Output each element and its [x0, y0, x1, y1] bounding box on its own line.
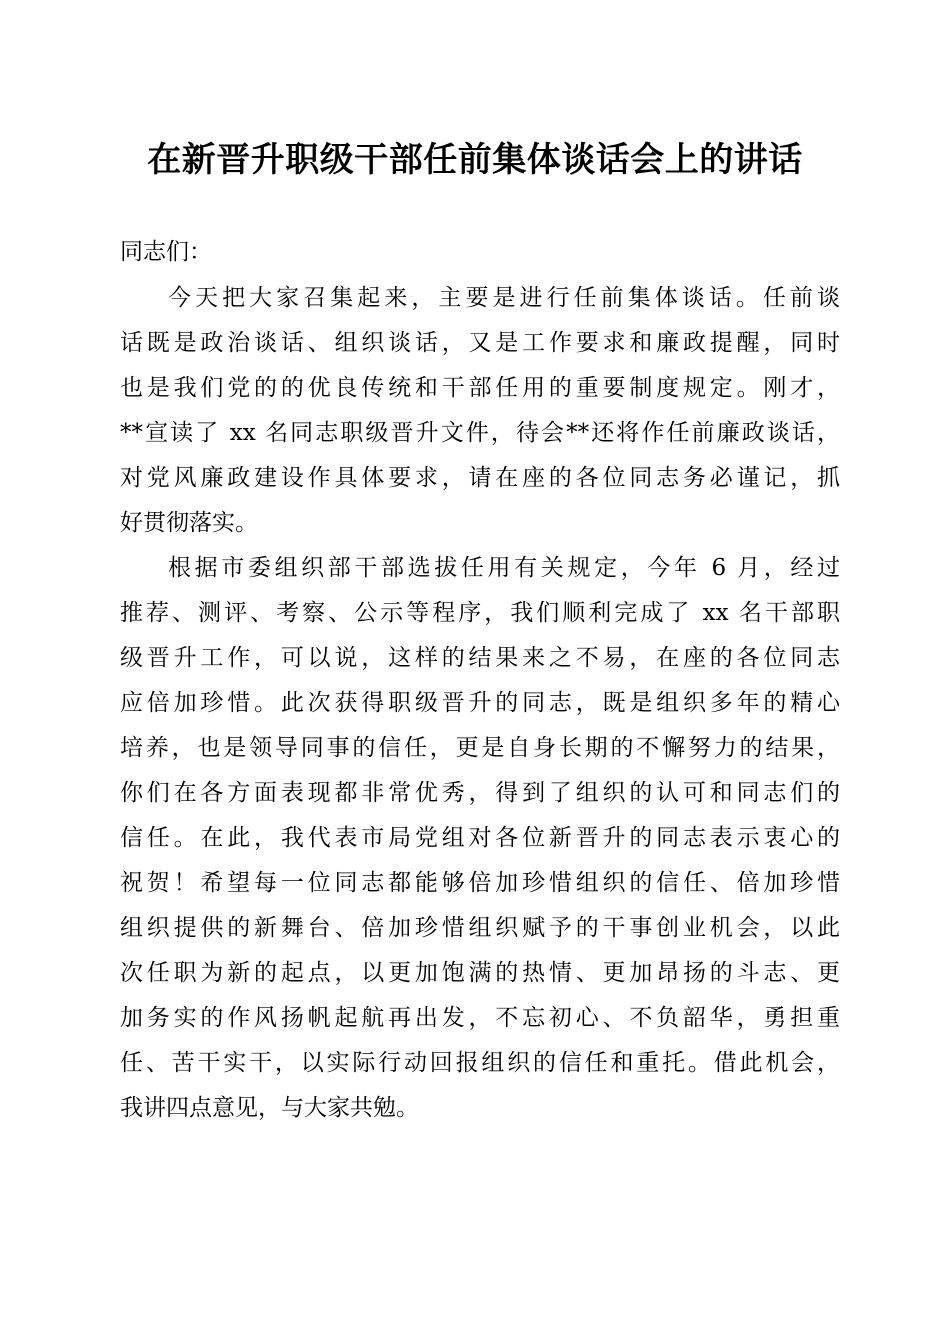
- text-line: 我讲四点意见，与大家共勉。: [120, 1095, 419, 1121]
- text-line: 次任职为新的起点，以更加饱满的热情、更加昂扬的斗志、更: [120, 960, 840, 986]
- text-line: 信任。在此，我代表市局党组对各位新晋升的同志表示衷心的: [120, 825, 840, 851]
- paragraph-1: [120, 276, 840, 546]
- text-line: 好贯彻落实。: [120, 510, 258, 536]
- text-line: 对党风廉政建设作具体要求，请在座的各位同志务必谨记，抓: [120, 465, 840, 491]
- document-title: 在新晋升职级干部任前集体谈话会上的讲话: [147, 140, 803, 180]
- text-line: 加务实的作风扬帆起航再出发，不忘初心、不负韶华，勇担重: [120, 1005, 840, 1031]
- salutation: 同志们：: [120, 239, 212, 265]
- text-line: 根据市委组织部干部选拔任用有关规定，今年 6 月，经过: [168, 555, 840, 581]
- document-body: [120, 230, 840, 1131]
- paragraph-2: [120, 546, 840, 1131]
- text-line: **宣读了 xx 名同志职级晋升文件，待会**还将作任前廉政谈话，: [120, 420, 840, 446]
- text-line: 组织提供的新舞台、倍加珍惜组织赋予的干事创业机会，以此: [120, 915, 840, 941]
- text-line: 祝贺！希望每一位同志都能够倍加珍惜组织的信任、倍加珍惜: [120, 870, 840, 896]
- text-line: 你们在各方面表现都非常优秀，得到了组织的认可和同志们的: [120, 780, 840, 806]
- text-line: 任、苦干实干，以实际行动回报组织的信任和重托。借此机会，: [120, 1050, 840, 1076]
- text-line: 应倍加珍惜。此次获得职级晋升的同志，既是组织多年的精心: [120, 690, 840, 716]
- text-line: 级晋升工作，可以说，这样的结果来之不易，在座的各位同志: [120, 645, 840, 671]
- text-line: 也是我们党的的优良传统和干部任用的重要制度规定。刚才，: [120, 375, 840, 401]
- text-line: 培养，也是领导同事的信任，更是自身长期的不懈努力的结果，: [120, 735, 840, 761]
- text-line: 推荐、测评、考察、公示等程序，我们顺利完成了 xx 名干部职: [120, 600, 840, 626]
- text-line: 今天把大家召集起来，主要是进行任前集体谈话。任前谈: [168, 285, 840, 311]
- text-line: 话既是政治谈话、组织谈话，又是工作要求和廉政提醒，同时: [120, 330, 840, 356]
